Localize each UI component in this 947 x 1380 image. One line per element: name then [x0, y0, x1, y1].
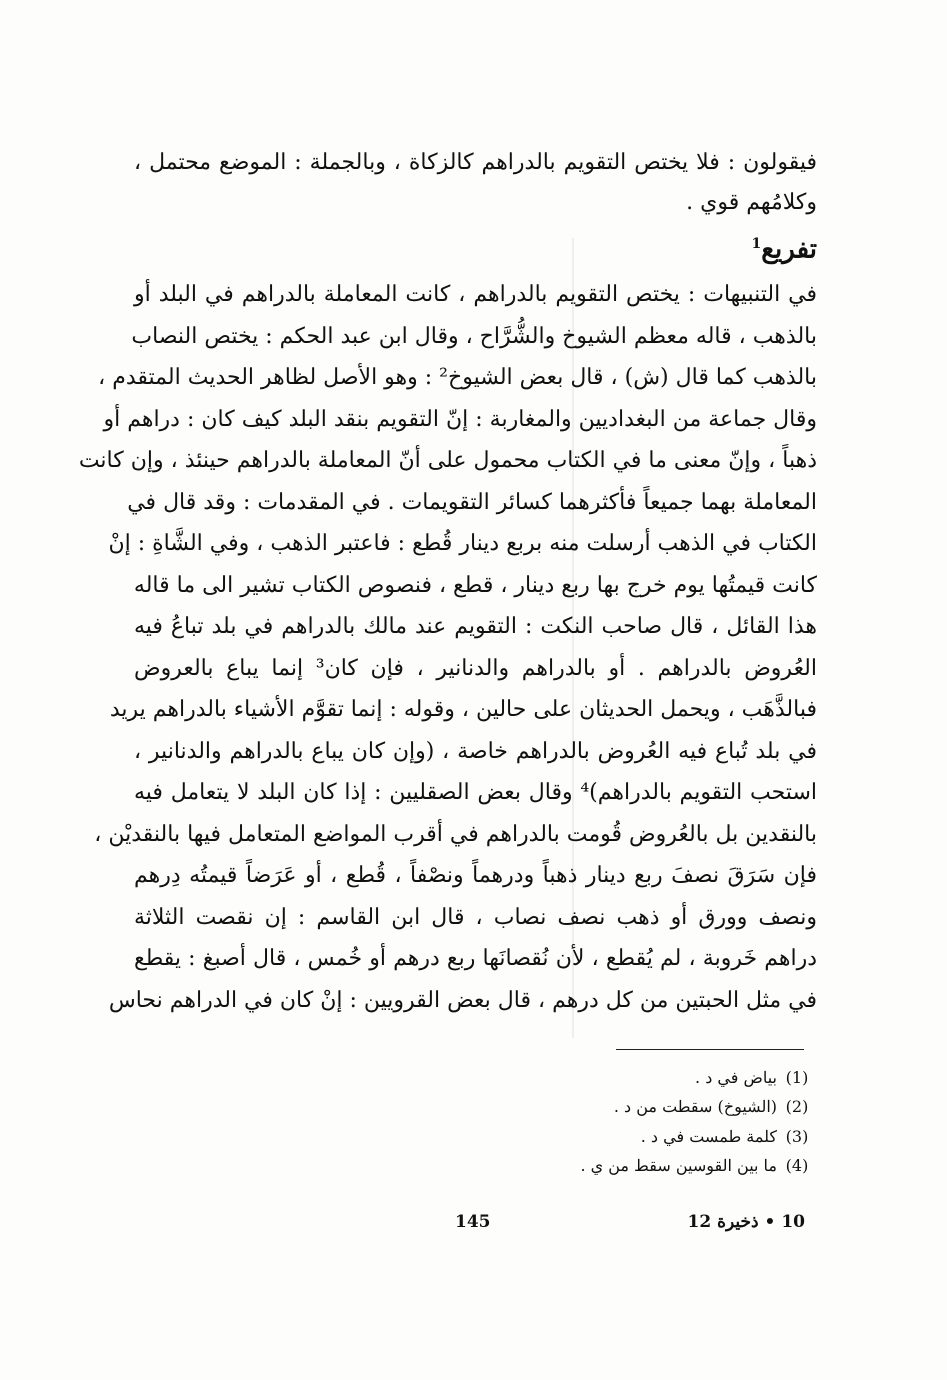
- heading-footnote-ref: 1: [751, 236, 762, 252]
- text-line: هذا القائل ، قال صاحب النكت : التقويم عند مالك بالدراهم في بلد تباعُ فيه: [134, 614, 817, 639]
- footnote-number: (3): [785, 1127, 809, 1146]
- text-line: فإن سَرَقَ نصفَ ربع دينار ذهباً ودرهماً ونصْفاً ، قُطع ، أو عَرَضاً قيمتُه دِرهم: [134, 863, 817, 888]
- text-line: بالذهب ، قاله معظم الشيوخ والشُّرَّاح ، وقال ابن عبد الحكم : يختص النصاب: [131, 324, 817, 349]
- signature-mark: 10 • ذخيرة 12: [687, 1212, 805, 1232]
- text-line: بالذهب كما قال (ش) ، قال بعض الشيوخ² : وهو الأصل لظاهر الحديث المتقدم ،: [98, 365, 817, 390]
- text-line: المعاملة بهما جميعاً فأكثرهما كسائر التقويمات . في المقدمات : وقد قال في: [127, 490, 817, 515]
- text-line: في مثل الحبتين من كل درهم ، قال بعض القرويين : إنْ كان في الدراهم نحاس: [108, 988, 817, 1013]
- text-line: فيقولون : فلا يختص التقويم بالدراهم كالزكاة ، وبالجملة : الموضع محتمل ،: [134, 150, 817, 175]
- text-line: دراهم خَروبة ، لم يُقطع ، لأن نُقصانَها ربع درهم أو خُمس ، قال أصبغ : يقطع: [134, 946, 817, 971]
- footnote: [457, 1095, 817, 1119]
- page-number: 145: [455, 1212, 491, 1232]
- text-line: ونصف وورق أو ذهب نصف نصاب ، قال ابن القاسم : إن نقصت الثلاثة: [134, 905, 817, 930]
- footnote-separator: [616, 1049, 804, 1050]
- heading-text: تفريع: [761, 234, 817, 265]
- footnote-text: ما بين القوسين سقط من ي .: [580, 1156, 777, 1175]
- footnote: [457, 1125, 817, 1149]
- text-line: ذهباً ، وإنّ معنى ما في الكتاب محمول على أنّ المعاملة بالدراهم حينئذ ، وإن كانت: [78, 448, 817, 473]
- text-line: استحب التقويم بالدراهم)⁴ وقال بعض الصقليين : إذا كان البلد لا يتعامل فيه: [134, 780, 817, 805]
- text-line: كانت قيمتُها يوم خرج بها ربع دينار ، قطع ، فنصوص الكتاب تشير الى ما قاله: [133, 573, 817, 598]
- text-line: في التنبيهات : يختص التقويم بالدراهم ، كانت المعاملة بالدراهم في البلد أو: [134, 282, 817, 307]
- footnote-text: بياض في د .: [695, 1068, 777, 1087]
- text-line: في بلد تُباع فيه العُروض بالدراهم خاصة ، (وإن كان يباع بالدراهم والدنانير ،: [134, 739, 817, 764]
- text-line: العُروض بالدراهم . أو بالدراهم والدنانير ، فإن كان³ إنما يباع بالعروض: [134, 656, 817, 681]
- footnote-text: كلمة طمست في د .: [640, 1127, 777, 1146]
- footnote-number: (1): [785, 1068, 809, 1087]
- footnote-text: (الشيوخ) سقطت من د .: [613, 1097, 777, 1116]
- footnote: [457, 1066, 817, 1090]
- text-line: بالنقدين بل بالعُروض قُومت بالدراهم في أقرب المواضع المتعامل فيها بالنقديْن ،: [94, 822, 817, 847]
- text-line: فبالذَّهَب ، ويحمل الحديثان على حالين ، وقوله : إنما تقوَّم الأشياء بالدراهم يريد: [109, 697, 817, 722]
- text-line: وقال جماعة من البغداديين والمغاربة : إنّ التقويم بنقد البلد كيف كان : دراهم أو: [103, 407, 817, 432]
- footnote: [457, 1154, 817, 1178]
- footnote-number: (4): [785, 1156, 809, 1175]
- section-heading: [751, 224, 817, 264]
- footnote-number: (2): [785, 1097, 809, 1116]
- text-line: وكلامُهم قوي .: [686, 190, 817, 215]
- text-line: الكتاب في الذهب أرسلت منه بربع دينار قُطع : فاعتبر الذهب ، وفي الشَّاةِ : إنْ: [108, 531, 817, 556]
